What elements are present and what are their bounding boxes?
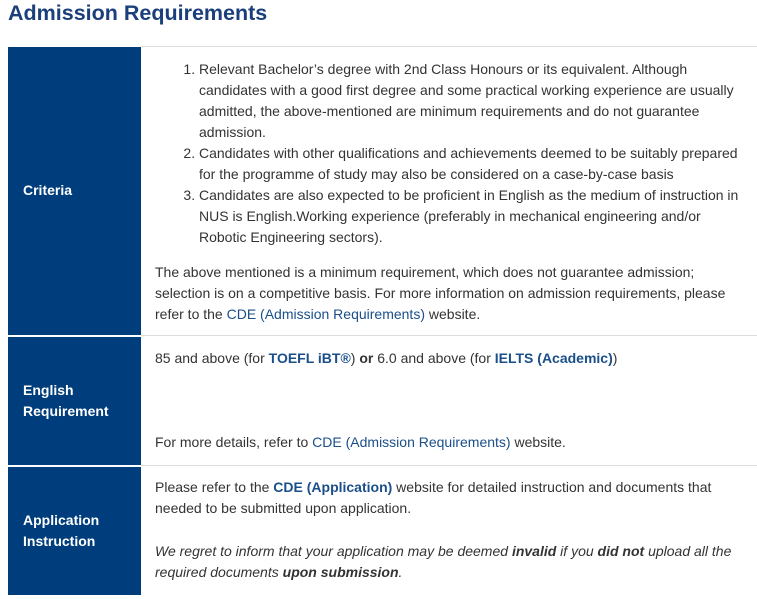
criteria-item: 2. Candidates with other qualifications and achievements deemed to be suitably prepared for the programme of study may also be considered on a case-by-case basis (199, 143, 747, 185)
page-title: Admission Requirements (8, 1, 268, 25)
application-content (141, 466, 757, 595)
english-details: For more details, refer to CDE (Admission Requirements) website. (155, 434, 566, 450)
criteria-list (155, 59, 747, 248)
cde-admission-link[interactable]: CDE (Admission Requirements) (226, 306, 425, 322)
toefl-link[interactable]: TOEFL iBT® (268, 350, 351, 366)
requirements-table (8, 46, 757, 595)
criteria-row (8, 47, 757, 336)
cde-application-link[interactable]: CDE (Application) (273, 479, 393, 496)
application-text: Please refer to the CDE (Application) website for detailed instruction and documents that needed to be submitted upon application. (155, 479, 712, 517)
criteria-content (141, 47, 757, 336)
english-row (8, 336, 757, 466)
english-label: English Requirement (8, 336, 141, 466)
ielts-link[interactable]: IELTS (Academic) (494, 350, 613, 366)
application-row (8, 466, 757, 595)
application-warning: We regret to inform that your application may be deemed invalid if you did not upload all the required documents upon submission. (155, 543, 732, 581)
cde-admission-link-2[interactable]: CDE (Admission Requirements) (312, 434, 511, 450)
criteria-note: The above mentioned is a minimum requirement, which does not guarantee admission; selection is on a competitive basis. For more information on admission requirements, please refer to the CDE (Admission Requirements) website. (155, 264, 726, 322)
application-label: Application Instruction (8, 466, 141, 595)
criteria-item: 1. Relevant Bachelor’s degree with 2nd Class Honours or its equivalent. Although candidates with a good first degree and some practical working experience are usually admitted, the above-mentioned are minimum requirements and do not guarantee admission. (199, 59, 747, 143)
criteria-label: Criteria (8, 47, 141, 336)
english-scores: 85 and above (for TOEFL iBT®) or 6.0 and above (for IELTS (Academic)) (155, 350, 618, 366)
criteria-item: 3. Candidates are also expected to be proficient in English as the medium of instruction in NUS is English.Working experience (preferably in mechanical engineering and/or Robotic Engineering sectors). (199, 185, 747, 248)
english-content (141, 336, 757, 466)
